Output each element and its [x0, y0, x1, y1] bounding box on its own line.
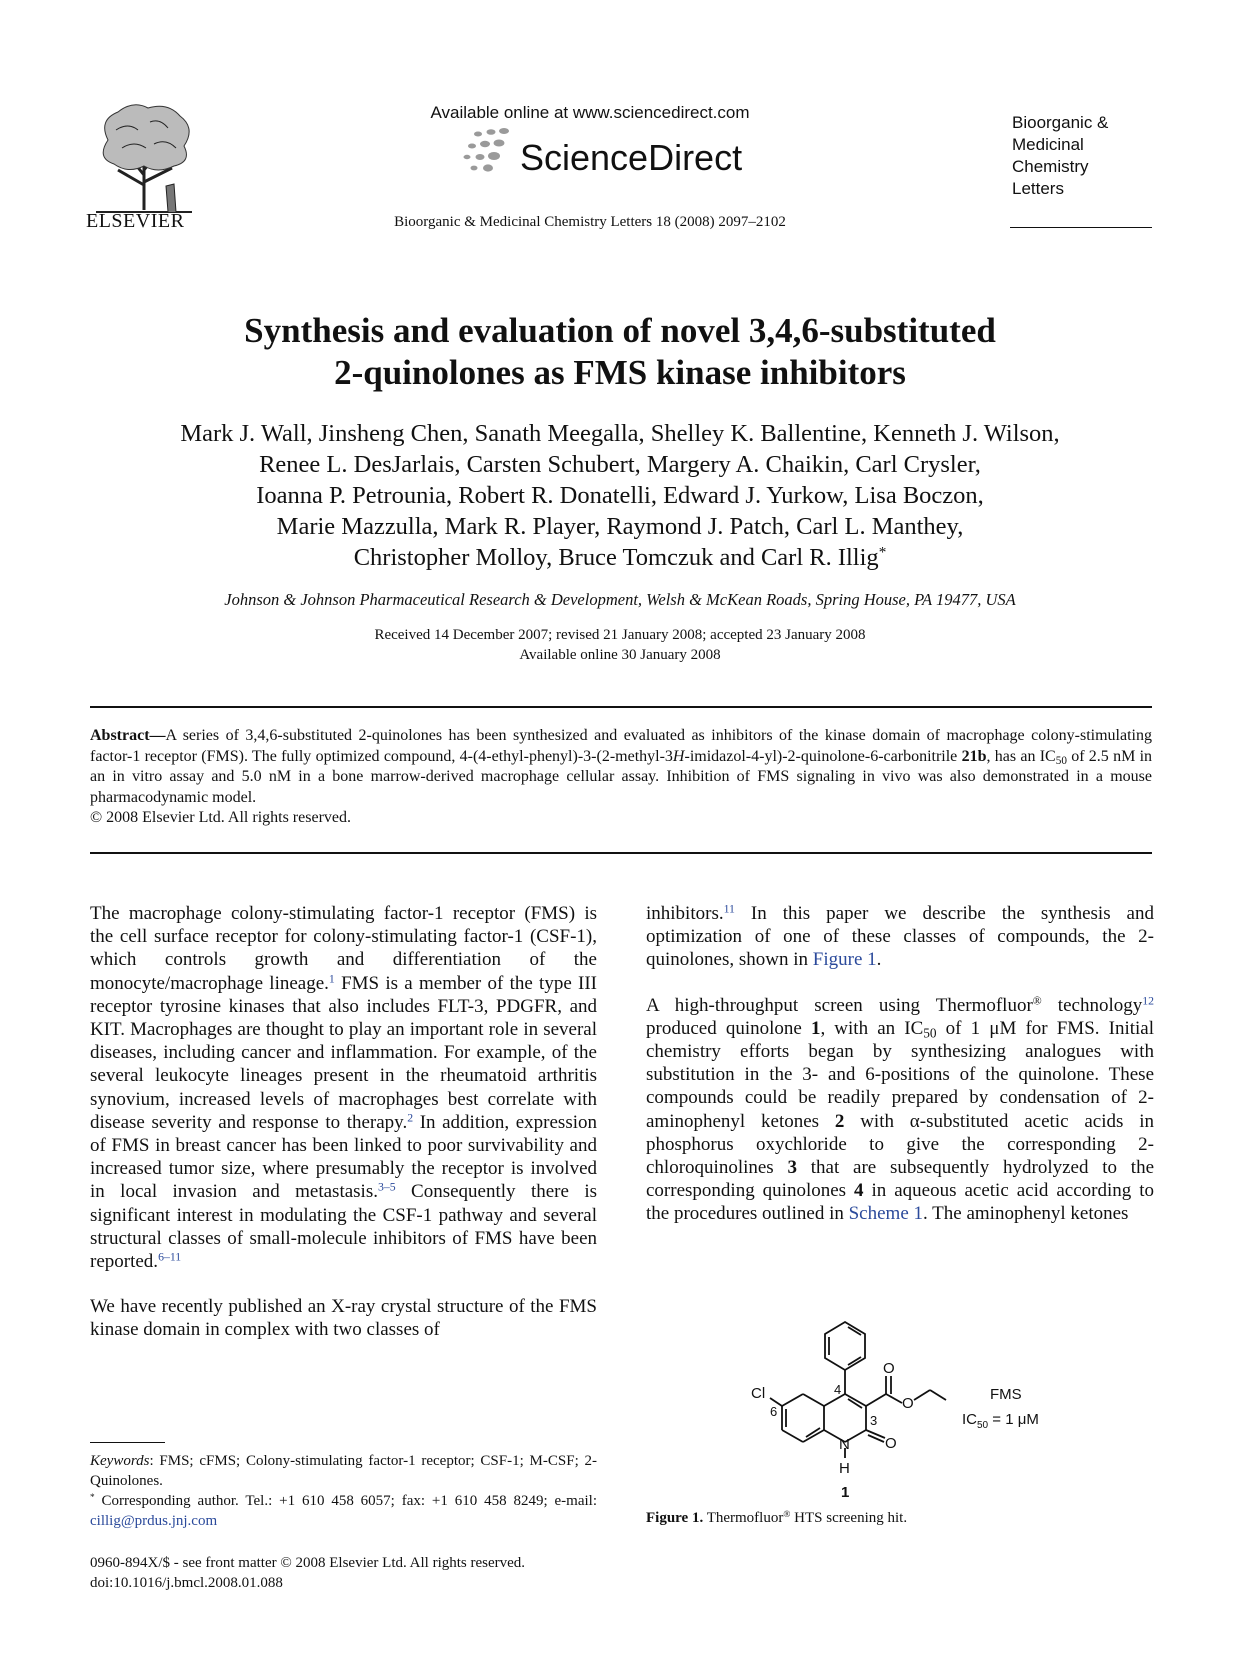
keywords: Keywords: FMS; cFMS; Colony-stimulating factor-1 receptor; CSF-1; M-CSF; 2-Quinolones.	[90, 1453, 597, 1489]
corresponding-mark: *	[878, 543, 887, 561]
molecule-bonds	[770, 1322, 946, 1458]
figure-1-link[interactable]: Figure 1	[812, 949, 877, 971]
scheme-1-link[interactable]: Scheme 1	[848, 1203, 924, 1225]
reference-link[interactable]: 12	[1142, 994, 1154, 1008]
reference-link[interactable]: 11	[723, 902, 735, 916]
journal-name-line: Medicinal	[1012, 135, 1084, 154]
author-line: Ioanna P. Petrounia, Robert R. Donatelli, Edward J. Yurkow, Lisa Boczon,	[256, 482, 984, 509]
compound-21b: 21b	[961, 747, 987, 765]
footnotes	[90, 1451, 597, 1531]
author-line: Mark J. Wall, Jinsheng Chen, Sanath Meegalla, Shelley K. Ballentine, Kenneth J. Wilson,	[180, 420, 1060, 447]
body-paragraph: inhibitors.$^{11}$ In this paper we describe the synthesis and optimization of one of these classes of compounds, the 2-quinolones, shown in Figure 1.	[646, 902, 1154, 971]
journal-name-line: Bioorganic &	[1012, 113, 1109, 132]
author-line: Christopher Molloy, Bruce Tomczuk and Carl R. Illig*	[353, 543, 887, 571]
right-column	[646, 902, 1154, 1226]
received-dates: Received 14 December 2007; revised 21 January 2008; accepted 23 January 2008	[374, 627, 866, 643]
figure-1-caption: Figure 1. Thermofluor® HTS screening hit.	[646, 1509, 908, 1526]
atom-label: O	[902, 1395, 914, 1412]
footnote-rule	[90, 1442, 165, 1443]
atom-label: H	[839, 1460, 850, 1477]
issn-line: 0960-894X/$ - see front matter © 2008 Elsevier Ltd. All rights reserved.	[90, 1555, 526, 1571]
abstract-copyright: © 2008 Elsevier Ltd. All rights reserved.	[90, 809, 351, 826]
issn-doi	[90, 1553, 610, 1593]
dates	[80, 625, 1160, 665]
author-line: Marie Mazzulla, Mark R. Player, Raymond J. Patch, Carl L. Manthey,	[276, 513, 964, 540]
sciencedirect-wordmark: ScienceDirect	[520, 137, 743, 178]
body-paragraph: We have recently published an X-ray crystal structure of the FMS kinase domain in complex with two classes of	[90, 1296, 597, 1341]
reference-link[interactable]: 2	[407, 1111, 414, 1125]
available-online-text: Available online at www.sciencedirect.com	[430, 103, 750, 122]
body-paragraph: A high-throughput screen using Thermofluor® technology$^{12}$ produced quinolone 1, with an $IC_{50}$ of 1 μM for FMS. Initial chemistry efforts began by synthesizing analogues with substitution in the 3- and 6-positions of the quinolone. These compounds could be readily prepared by condensation of 2-aminophenyl ketones 2 with α-substituted acetic acids in phosphorus oxychloride to give the corresponding 2-chloroquinolines 3 that are subsequently hydrolyzed to the corresponding quinolones 4 in aqueous acetic acid according to the procedures outlined in Scheme 1. The aminophenyl ketones	[646, 994, 1155, 1225]
abstract-top-rule	[90, 706, 1152, 708]
atom-label: N	[839, 1436, 850, 1453]
abstract: Abstract—A series of 3,4,6-substituted 2-quinolones has been synthesized and evaluated as inhibitors of the kinase domain of macrophage colony-stimulating factor-1 receptor (FMS). The fully optimized compound, 4-(4-ethyl-phenyl)-3-(2-methyl-3H-imidazol-4-yl)-2-quinolone-6-carbonitrile 21b, has an $IC_{50}$ of 2.5 nM in an in vitro assay and 5.0 nM in a bone marrow-derived macrophage cellular assay. Inhibition of FMS signaling in vivo was also demonstrated in a mouse pharmacodynamic model. © 2008 Elsevier Ltd. All rights reserved.	[90, 726, 1152, 829]
reference-link[interactable]: 6–11	[158, 1250, 182, 1264]
atom-label: O	[885, 1435, 897, 1452]
affiliation: Johnson & Johnson Pharmaceutical Research & Development, Welsh & McKean Roads, Spring House, PA 19477, USA	[224, 590, 1016, 609]
atom-label: Cl	[751, 1385, 766, 1402]
title-line: Synthesis and evaluation of novel 3,4,6-substituted	[244, 311, 996, 350]
left-column	[90, 902, 597, 1342]
abstract-label: Abstract	[90, 727, 150, 744]
figure-1-structure	[730, 1310, 1080, 1510]
author-list	[80, 418, 1160, 573]
atom-label: O	[883, 1360, 895, 1377]
sciencedirect-logo	[458, 126, 758, 186]
journal-name-line: Letters	[1012, 179, 1064, 198]
email-link[interactable]: cillig@prdus.jnj.com	[90, 1513, 218, 1529]
reference-link[interactable]: 1	[328, 972, 335, 986]
journal-name-box	[1012, 112, 1108, 200]
position-label: 6	[770, 1404, 778, 1419]
corresponding-author: * Corresponding author. Tel.: +1 610 458 6057; fax: +1 610 458 8249; e-mail: cillig@prdus.jnj.com	[90, 1492, 597, 1529]
online-date: Available online 30 January 2008	[519, 647, 721, 663]
paper-title	[90, 310, 1150, 394]
compound-number: 1	[841, 1484, 850, 1501]
journal-name-line: Chemistry	[1012, 157, 1089, 176]
ic50-label: $IC_{50} = 1$ μM	[962, 1411, 1039, 1431]
position-label: 3	[870, 1413, 878, 1428]
title-line: 2-quinolones as FMS kinase inhibitors	[334, 353, 906, 392]
journal-rule	[1010, 227, 1152, 228]
publisher-name: ELSEVIER	[86, 210, 185, 232]
journal-citation: Bioorganic & Medicinal Chemistry Letters 18 (2008) 2097–2102	[394, 214, 786, 230]
elsevier-tree-logo	[88, 100, 200, 220]
author-line: Renee L. DesJarlais, Carsten Schubert, Margery A. Chaikin, Carl Crysler,	[259, 451, 981, 478]
abstract-bottom-rule	[90, 852, 1152, 854]
body-paragraph: The macrophage colony-stimulating factor-1 receptor (FMS) is the cell surface receptor for colony-stimulating factor-1 (CSF-1), which controls growth and differentiation of the monocyte/macrophage lineage.$^1$ FMS is a member of the type III receptor tyrosine kinases that also includes FLT-3, PDGFR, and KIT. Macrophages are thought to play an important role in several diseases, including cancer and inflammation. For example, of the several leukocyte lineages present in the rheumatoid arthritis synovium, increased levels of macrophages best correlate with disease severity and response to therapy.$^2$ In addition, expression of FMS in breast cancer has been linked to poor survivability and increased tumor size, where presumably the receptor is involved in local invasion and metastasis.$^{3-5}$ Consequently there is significant interest in modulating the CSF-1 pathway and several structural classes of small-molecule inhibitors of FMS have been reported.$^{6-11}$	[90, 903, 597, 1273]
position-label: 4	[834, 1382, 842, 1397]
target-label: FMS	[990, 1386, 1022, 1403]
doi-line: doi:10.1016/j.bmcl.2008.01.088	[90, 1575, 283, 1591]
reference-link[interactable]: 3–5	[377, 1180, 396, 1194]
